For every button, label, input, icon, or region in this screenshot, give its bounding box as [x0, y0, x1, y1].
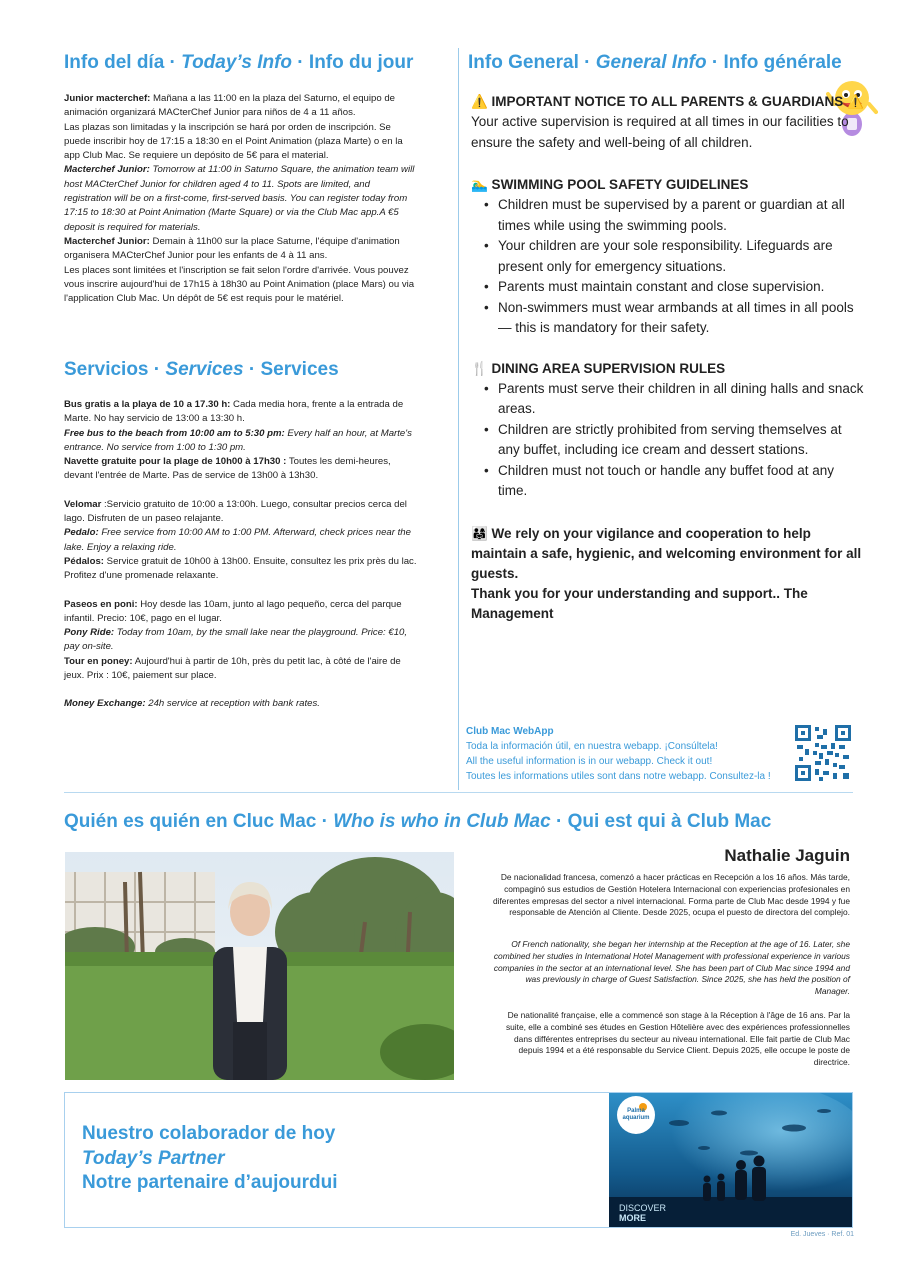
pedalo-fr: Pédalos: Service gratuit de 10h00 à 13h00. Ensuite, consultez les prix près du lac. Profitez d'une promenade relaxante.	[64, 555, 417, 582]
dining-list	[471, 379, 866, 502]
list-item: • Parents must maintain constant and close supervision.	[484, 277, 866, 298]
servicios-heading: Servicios · Services · Services	[64, 359, 339, 380]
poni-fr: Tour en poney: Aujourd'hui à partir de 10h, près du petit lac, à côté de l'aire de jeux. Prix : 10€, paiement sur place.	[64, 655, 401, 682]
info-en-paragraph: Macterchef Junior: Tomorrow at 11:00 in Saturno Square, the animation team will host MACterChef Junior for children aged 4 to 11. Spots are limited, and registration will be on a first-come, first-served basis. You can register today from 17:15 to 18:30 at Point Animation (Marte Square) or via the Club Mac app.A €5 deposit is required for materials.	[64, 164, 415, 233]
list-item: • Children must be supervised by a parent or guardian at all times while using the swimming pools.	[484, 195, 866, 236]
servicios-body	[64, 398, 420, 712]
webapp-block	[466, 724, 771, 784]
info-del-dia-heading: Info del día · Today’s Info · Info du jour	[64, 52, 414, 73]
poni-en: Pony Ride: Today from 10am, by the small lake near the playground. Price: €10, pay on-site.	[64, 627, 408, 653]
list-item: • Your children are your sole responsibility. Lifeguards are present only for emergency situations.	[484, 236, 866, 277]
partner-heading	[82, 1122, 337, 1196]
pool-list	[471, 195, 866, 339]
bus-en: Free bus to the beach from 10:00 am to 5:30 pm: Every half an hour, at Marte's entrance. No service from 1:00 to 1:30 pm.	[64, 427, 412, 453]
partner-en: Today’s Partner	[82, 1147, 225, 1169]
list-item: • Parents must serve their children in all dining halls and snack areas.	[484, 379, 866, 420]
notice-title: ⚠️ IMPORTANT NOTICE TO ALL PARENTS & GUARDIANS ⚠️	[471, 94, 864, 109]
info-es-paragraph: Junior macterchef: Mañana a las 11:00 en la plaza del Saturno, el equipo de animación organizará MACterChef Junior para niños de 4 a 11 años.	[64, 93, 396, 119]
aquarium-logo: Palma aquarium	[622, 1108, 650, 1121]
column-divider	[458, 48, 459, 790]
poni-es: Paseos en poni: Hoy desde las 10am, junto al lago pequeño, cerca del parque infantil. Precio: 10€, pago en el lugar.	[64, 598, 402, 624]
discover-label: DISCOVER	[619, 1203, 667, 1213]
bus-es: Bus gratis a la playa de 10 a 17.30 h: Cada media hora, frente a la entrada de Marte. No hay servicio de 13:00 a 13:30 h.	[64, 399, 404, 425]
info-general-body	[471, 92, 866, 624]
list-item: • Children are strictly prohibited from serving themselves at any buffet, including ice cream and dessert stations.	[484, 420, 866, 461]
closing-text: 👨‍👩‍👧 We rely on your vigilance and cooperation to help maintain a safe, hygienic, and welcoming environment for all guests.	[471, 525, 862, 581]
info-general-heading: Info General · General Info · Info générale	[468, 52, 842, 73]
info-del-dia-body	[64, 92, 420, 306]
list-item: • Non-swimmers must wear armbands at all times in all pools — this is mandatory for their safety.	[484, 298, 866, 339]
webapp-fr: Toutes les informations utiles sont dans notre webapp. Consultez-la !	[466, 771, 771, 782]
manager-name: Nathalie Jaguin	[724, 846, 850, 865]
webapp-es: Toda la información útil, en nuestra webapp. ¡Consúltela!	[466, 741, 718, 752]
partner-ad[interactable]	[609, 1093, 852, 1227]
pedalo-en: Pedalo: Free service from 10:00 AM to 1:00 PM. Afterward, check prices near the lake. Enjoy a relaxing ride.	[64, 527, 411, 553]
velomar-es: Velomar :Servicio gratuito de 10:00 a 13:00h. Luego, consultar precios cerca del lago. Disfruten de un paseo relajante.	[64, 498, 407, 525]
info-es-paragraph-2: Las plazas son limitadas y la inscripción se hará por orden de inscripción. Se puede inscribir hoy de 17:15 a 18:30 en el Point Animation (plaza Marte) o en la app Club Mac. Se requiere un depósito de 5€ para el material.	[64, 121, 403, 162]
partner-es: Nuestro colaborador de hoy	[82, 1123, 336, 1144]
section-divider	[64, 792, 853, 793]
list-item: • Children must not touch or handle any buffet food at any time.	[484, 461, 866, 502]
info-fr-paragraph-2: Les places sont limitées et l'inscription se fait selon l'ordre d'arrivée. Vous pouvez vous inscrire aujourd'hui de 17h15 à 18h30 au Point Animation (place Mars) ou via l'application Club Mac. Un dépôt de 5€ est requis pour le matériel.	[64, 264, 415, 305]
partner-fr: Notre partenaire d’aujourdui	[82, 1172, 338, 1193]
money-exchange: Money Exchange: 24h service at reception with bank rates.	[64, 698, 320, 710]
pool-title: 🏊‍♂️ SWIMMING POOL SAFETY GUIDELINES	[471, 177, 749, 192]
bus-fr: Navette gratuite pour la plage de 10h00 à 17h30 : Toutes les demi-heures, devant l'entrée de Marte. Pas de service de 13h00 à 13h30.	[64, 456, 391, 482]
bio-fr: De nationalité française, elle a commencé son stage à la Réception à l'âge de 16 ans. Par la suite, elle a combiné ses études en Gestion Hôtelière avec des expériences professionnelles dans différentes entreprises du secteur au niveau international. Elle fait partie de Club Mac depuis 1994 et a été responsable du Service Client. Depuis 2025, elle occupe le poste de directrice.	[505, 1010, 850, 1068]
edition-ref: Ed. Jueves · Ref. 01	[790, 1231, 854, 1238]
more-label: MORE	[619, 1213, 646, 1223]
webapp-title: Club Mac WebApp	[466, 726, 554, 737]
closing-thanks: Thank you for your understanding and support.. The Management	[471, 585, 808, 621]
bio-es: De nacionalidad francesa, comenzó a hacer prácticas en Recepción a los 16 años. Más tarde, compaginó sus estudios de Gestión Hotelera Internacional con experiencias profesionales en diferentes empresas del sector a nivel internacional. Forma parte de Club Mac desde 1994 y fue responsable de Atención al Cliente. Desde 2025, ocupa el puesto de directora del complejo.	[492, 872, 850, 918]
manager-photo	[65, 852, 454, 1080]
dining-title: 🍴 DINING AREA SUPERVISION RULES	[471, 360, 726, 376]
notice-text: Your active supervision is required at all times in our facilities to ensure the safety and well-being of all children.	[471, 114, 849, 150]
info-fr-paragraph: Macterchef Junior: Demain à 11h00 sur la place Saturne, l'équipe d'animation organisera MACterChef Junior pour les enfants de 4 à 11 ans.	[64, 235, 400, 262]
webapp-en: All the useful information is in our webapp. Check it out!	[466, 756, 713, 767]
quien-heading: Quién es quién en Cluc Mac · Who is who in Club Mac · Qui est qui à Club Mac	[64, 811, 772, 832]
bio-en: Of French nationality, she began her internship at the Reception at the age of 16. Later, she combined her studies in International Hotel Management with professional experience in various companies in the sector at an international level. She has been part of Club Mac since 1994 and was previously in charge of Guest Satisfaction. Since 2025, she has held the position of Manager.	[493, 939, 850, 997]
qr-code-icon[interactable]	[795, 725, 851, 781]
